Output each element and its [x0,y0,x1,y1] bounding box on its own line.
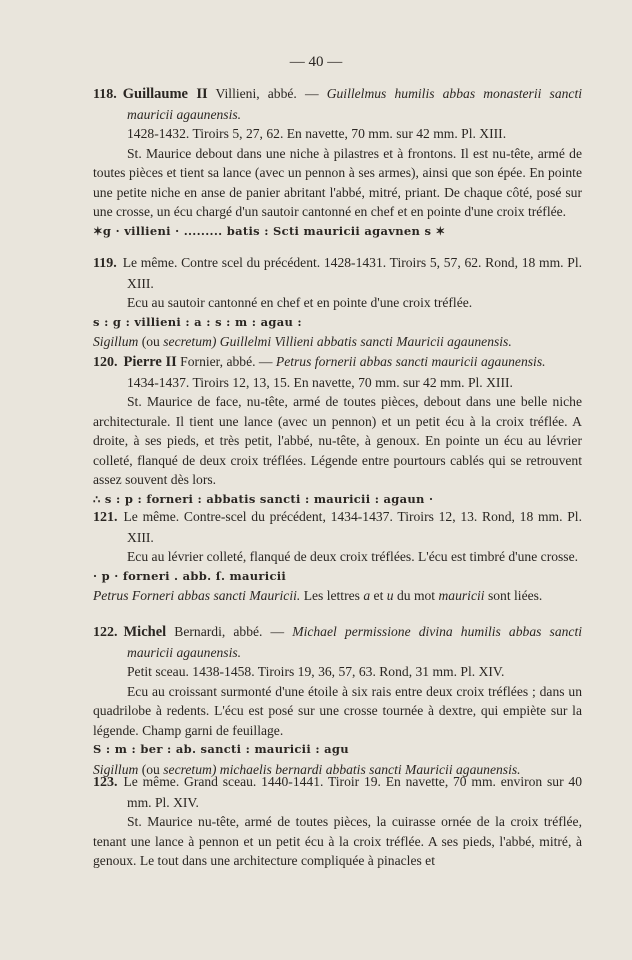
seal-legend: s : g : villieni : a : s : m : agau : [93,314,302,329]
seal-legend: · p · forneri . abb. ſ. mauricii [93,568,287,583]
entry-118 [93,84,582,241]
seal-inscription: Michael permissione divina humilis abbas sancti mauricii agaunensis. [127,624,582,660]
entry-121 [93,507,582,606]
entry-119 [93,253,582,352]
seal-details: 1428-1432. Tiroirs 5, 27, 62. En navette, 70 mm. sur 42 mm. Pl. XIII. [127,126,507,141]
seal-description: Ecu au sautoir cantonné en chef et en pointe d'une croix tréflée. [127,295,473,310]
entry-heading: Bernardi, abbé. — [166,624,293,639]
entry-number: 122. [93,625,118,640]
seal-legend: ✶g · villieni · ......... batis : Scti mauricii agavnen s ✶ [93,223,446,238]
legend-reading: Petrus Forneri abbas sancti Mauricii. Les lettres a et u du mot mauricii sont liées. [93,588,543,603]
entry-number: 121. [93,510,118,525]
abbot-name: Pierre II [123,354,177,370]
entry-heading: Fornier, abbé. — [176,354,276,369]
seal-description: Ecu au lévrier colleté, flanqué de deux croix tréflées. L'écu est timbré d'une crosse. [127,549,579,564]
entry-number: 120. [93,355,118,370]
entry-heading: Villieni, abbé. — [207,86,327,101]
page-number: — 40 — [289,54,343,70]
entry-heading: Le même. Contre scel du précédent. 1428-1431. Tiroirs 5, 57, 62. Rond, 18 mm. Pl. XIII. [122,255,582,291]
entry-123 [93,772,582,871]
seal-description: St. Maurice debout dans une niche à pilastres et à frontons. Il est nu-tête, armé de toutes pièces et tient sa lance (avec un pennon à ses armes), ainsi que son épée. En pointe une petite niche en anse de panier abritant l'abbé, mitré, priant. De chaque côté, posé sur une crosse, un écu chargé d'un sautoir cantonné en chef et en pointe d'une croix tréflée. [93,145,582,219]
seal-inscription: Guillelmus humilis abbas monasterii sancti mauricii agaunensis. [127,86,582,122]
seal-inscription: Petrus fornerii abbas sancti mauricii agaunensis. [275,354,546,369]
seal-details: Petit sceau. 1438-1458. Tiroirs 19, 36, 57, 63. Rond, 31 mm. Pl. XIV. [127,664,505,679]
abbot-name: Guillaume II [122,86,208,102]
seal-legend: S : m : ber : ab. sancti : mauricii : agu [93,742,349,756]
entry-122 [93,622,582,779]
seal-description: Ecu au croissant surmonté d'une étoile à six rais entre deux croix tréflées ; dans un quadrilobe à redents. L'écu est posé sur une crosse tournée à dextre, qui empiète sur la légende. Champ garni de feuillage. [93,683,582,738]
legend-reading: Sigillum (ou secretum) Guillelmi Villieni abbatis sancti Mauricii agaunensis. [93,334,512,349]
legend-reading: Sigillum (ou secretum) michaelis bernardi abbatis sancti Mauricii agaunensis. [93,761,521,777]
entry-heading: Le même. Contre-scel du précédent, 1434-1437. Tiroirs 12, 13. Rond, 18 mm. Pl. XIII. [123,509,582,545]
entry-heading: Le même. Grand sceau. 1440-1441. Tiroir 19. En navette, 70 mm. environ sur 40 mm. Pl. XIV. [123,774,582,810]
seal-description: St. Maurice de face, nu-tête, armé de toutes pièces, debout dans une belle niche architecturale. Il tient une lance (avec un pennon) et un petit écu à la croix tréflée. A droite, à ses pieds, et très petit, l'abbé, nu-tête, à genoux. En pointe un écu au lévrier colleté, flanqué de deux croix tréflées. Légende entre pourtours cablés qui se retrouvent assez souvent dès lors. [93,394,582,487]
entry-number: 123. [93,775,118,790]
entry-number: 118. [93,87,117,102]
entry-number: 119. [93,256,117,271]
seal-description: St. Maurice nu-tête, armé de toutes pièces, la cuirasse ornée de la croix tréflée, tenant une lance à pennon et un petit écu à la croix tréflée. A ses pieds, l'abbé, mitré, à genoux. Le tout dans une architecture compliquée à pinacles et [93,814,582,868]
abbot-name: Michel [123,624,167,640]
seal-details: 1434-1437. Tiroirs 12, 13, 15. En navette, 70 mm. sur 42 mm. Pl. XIII. [127,374,513,390]
seal-legend: ∴ s : p : forneri : abbatis sancti : mauricii : agaun · [93,491,434,506]
entry-120 [93,352,582,509]
